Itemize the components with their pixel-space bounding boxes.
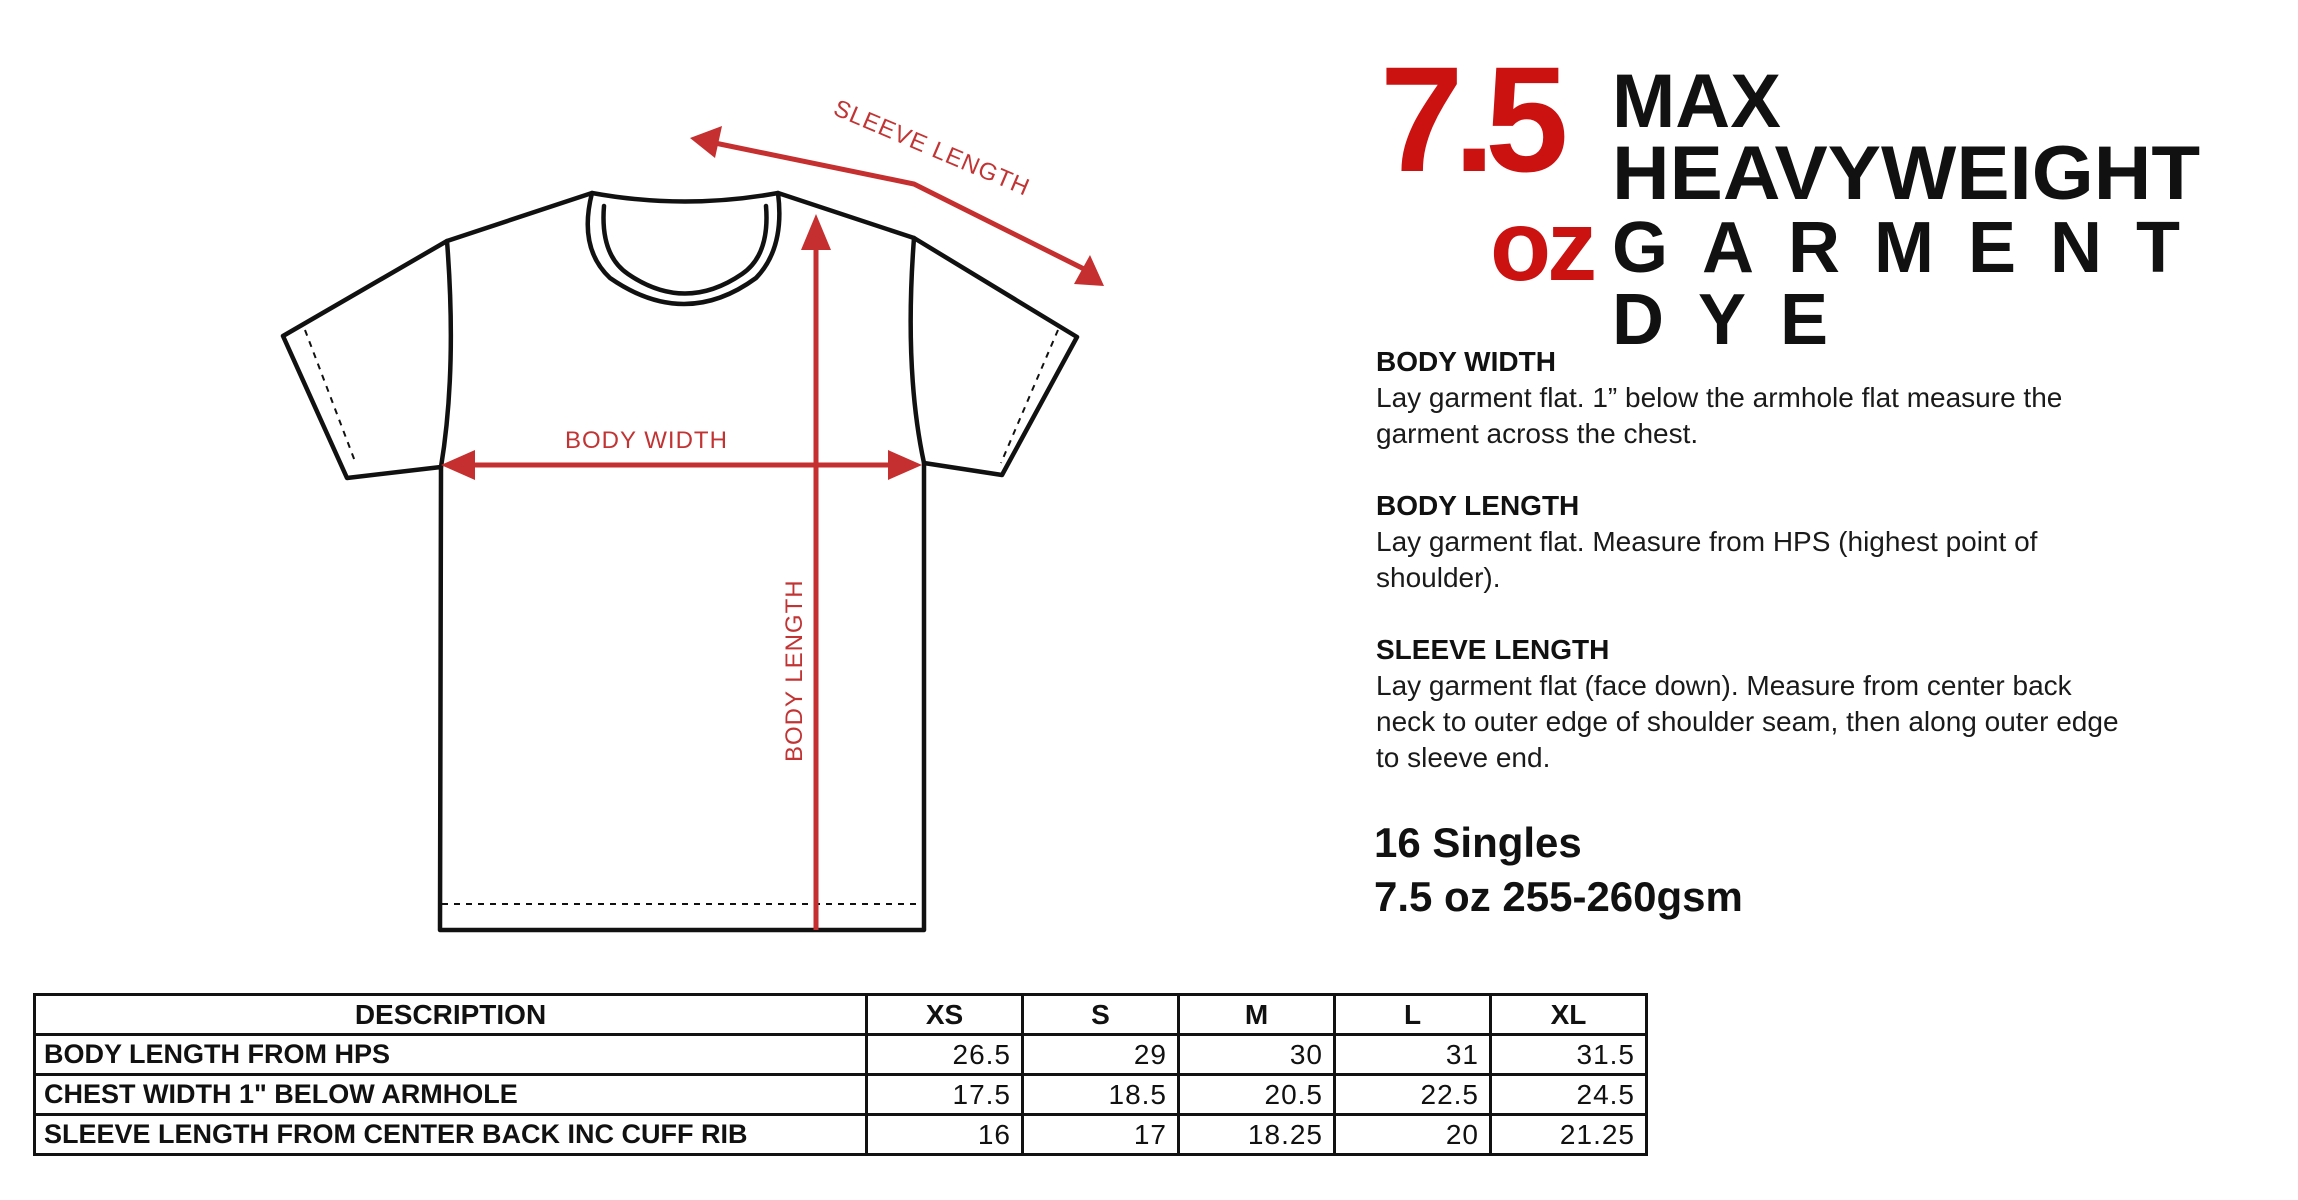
cell-xl: 21.25 — [1491, 1115, 1647, 1155]
spec-title: SLEEVE LENGTH — [1376, 634, 1610, 665]
column-header-s: S — [1023, 995, 1179, 1035]
row-description: CHEST WIDTH 1" BELOW ARMHOLE — [35, 1075, 867, 1115]
measurement-arrows — [458, 142, 1090, 930]
tshirt-measurement-diagram — [0, 0, 1220, 960]
cell-m: 18.25 — [1179, 1115, 1335, 1155]
cell-l: 31 — [1335, 1035, 1491, 1075]
row-description: SLEEVE LENGTH FROM CENTER BACK INC CUFF RIB — [35, 1115, 867, 1155]
cell-xs: 17.5 — [867, 1075, 1023, 1115]
right-armhole-seam — [911, 238, 924, 463]
body-width-arrow-head-left — [441, 450, 475, 480]
column-header-xs: XS — [867, 995, 1023, 1035]
measurement-instructions — [1376, 344, 2136, 812]
cell-m: 30 — [1179, 1035, 1335, 1075]
cell-xl: 24.5 — [1491, 1075, 1647, 1115]
column-header-l: L — [1335, 995, 1491, 1035]
sleeve-arrow-head-right — [1074, 255, 1104, 286]
sleeve-arrow-head-left — [690, 126, 722, 158]
right-sleeve-hem-stitch — [1001, 330, 1058, 463]
brand-line-max: MAX — [1612, 59, 1781, 144]
cell-l: 20 — [1335, 1115, 1491, 1155]
cell-s: 17 — [1023, 1115, 1179, 1155]
cell-xs: 26.5 — [867, 1035, 1023, 1075]
body-length-arrow-head-top — [801, 214, 831, 250]
spec-body-length — [1376, 488, 2136, 596]
spec-body-width — [1376, 344, 2136, 452]
spec-text: Lay garment flat. Measure from HPS (highest point of shoulder). — [1376, 526, 2038, 593]
cell-xs: 16 — [867, 1115, 1023, 1155]
cell-s: 18.5 — [1023, 1075, 1179, 1115]
spec-sleeve-length — [1376, 632, 2136, 776]
fabric-singles: 16 Singles — [1374, 819, 1582, 866]
table-row — [35, 1035, 1647, 1075]
column-header-description: DESCRIPTION — [35, 995, 867, 1035]
brand-headline — [1380, 35, 2260, 360]
sleeve-length-label: SLEEVE LENGTH — [829, 94, 1034, 202]
cell-s: 29 — [1023, 1035, 1179, 1075]
collar-outer — [588, 193, 780, 304]
spec-title: BODY WIDTH — [1376, 346, 1556, 377]
fabric-weight — [1374, 816, 1743, 924]
cell-xl: 31.5 — [1491, 1035, 1647, 1075]
column-header-xl: XL — [1491, 995, 1647, 1035]
spec-title: BODY LENGTH — [1376, 490, 1580, 521]
brand-line-heavyweight: HEAVYWEIGHT — [1612, 131, 2201, 216]
row-description: BODY LENGTH FROM HPS — [35, 1035, 867, 1075]
brand-weight-number: 7.5 — [1380, 35, 1559, 203]
stitch-lines — [305, 330, 1058, 904]
body-width-label: BODY WIDTH — [565, 427, 728, 454]
cell-l: 22.5 — [1335, 1075, 1491, 1115]
table-header-row — [35, 995, 1647, 1035]
brand-weight-unit: oz — [1490, 190, 1594, 302]
table-row — [35, 1115, 1647, 1155]
cell-m: 20.5 — [1179, 1075, 1335, 1115]
tshirt-outline — [283, 193, 1077, 930]
size-chart-table — [33, 993, 1648, 1156]
table-row — [35, 1075, 1647, 1115]
brand-line-garment-dye: GARMENT DYE — [1612, 208, 2214, 360]
spec-text: Lay garment flat (face down). Measure from center back neck to outer edge of shoulder seam, then along outer edge to sleeve end. — [1376, 670, 2119, 773]
collar-inner — [604, 206, 767, 294]
column-header-m: M — [1179, 995, 1335, 1035]
body-length-label: BODY LENGTH — [781, 579, 808, 762]
spec-text: Lay garment flat. 1” below the armhole flat measure the garment across the chest. — [1376, 382, 2063, 449]
left-armhole-seam — [441, 241, 451, 467]
fabric-gsm: 7.5 oz 255-260gsm — [1374, 873, 1743, 920]
body-width-arrow-head-right — [888, 450, 922, 480]
diagram-labels — [565, 95, 1034, 762]
